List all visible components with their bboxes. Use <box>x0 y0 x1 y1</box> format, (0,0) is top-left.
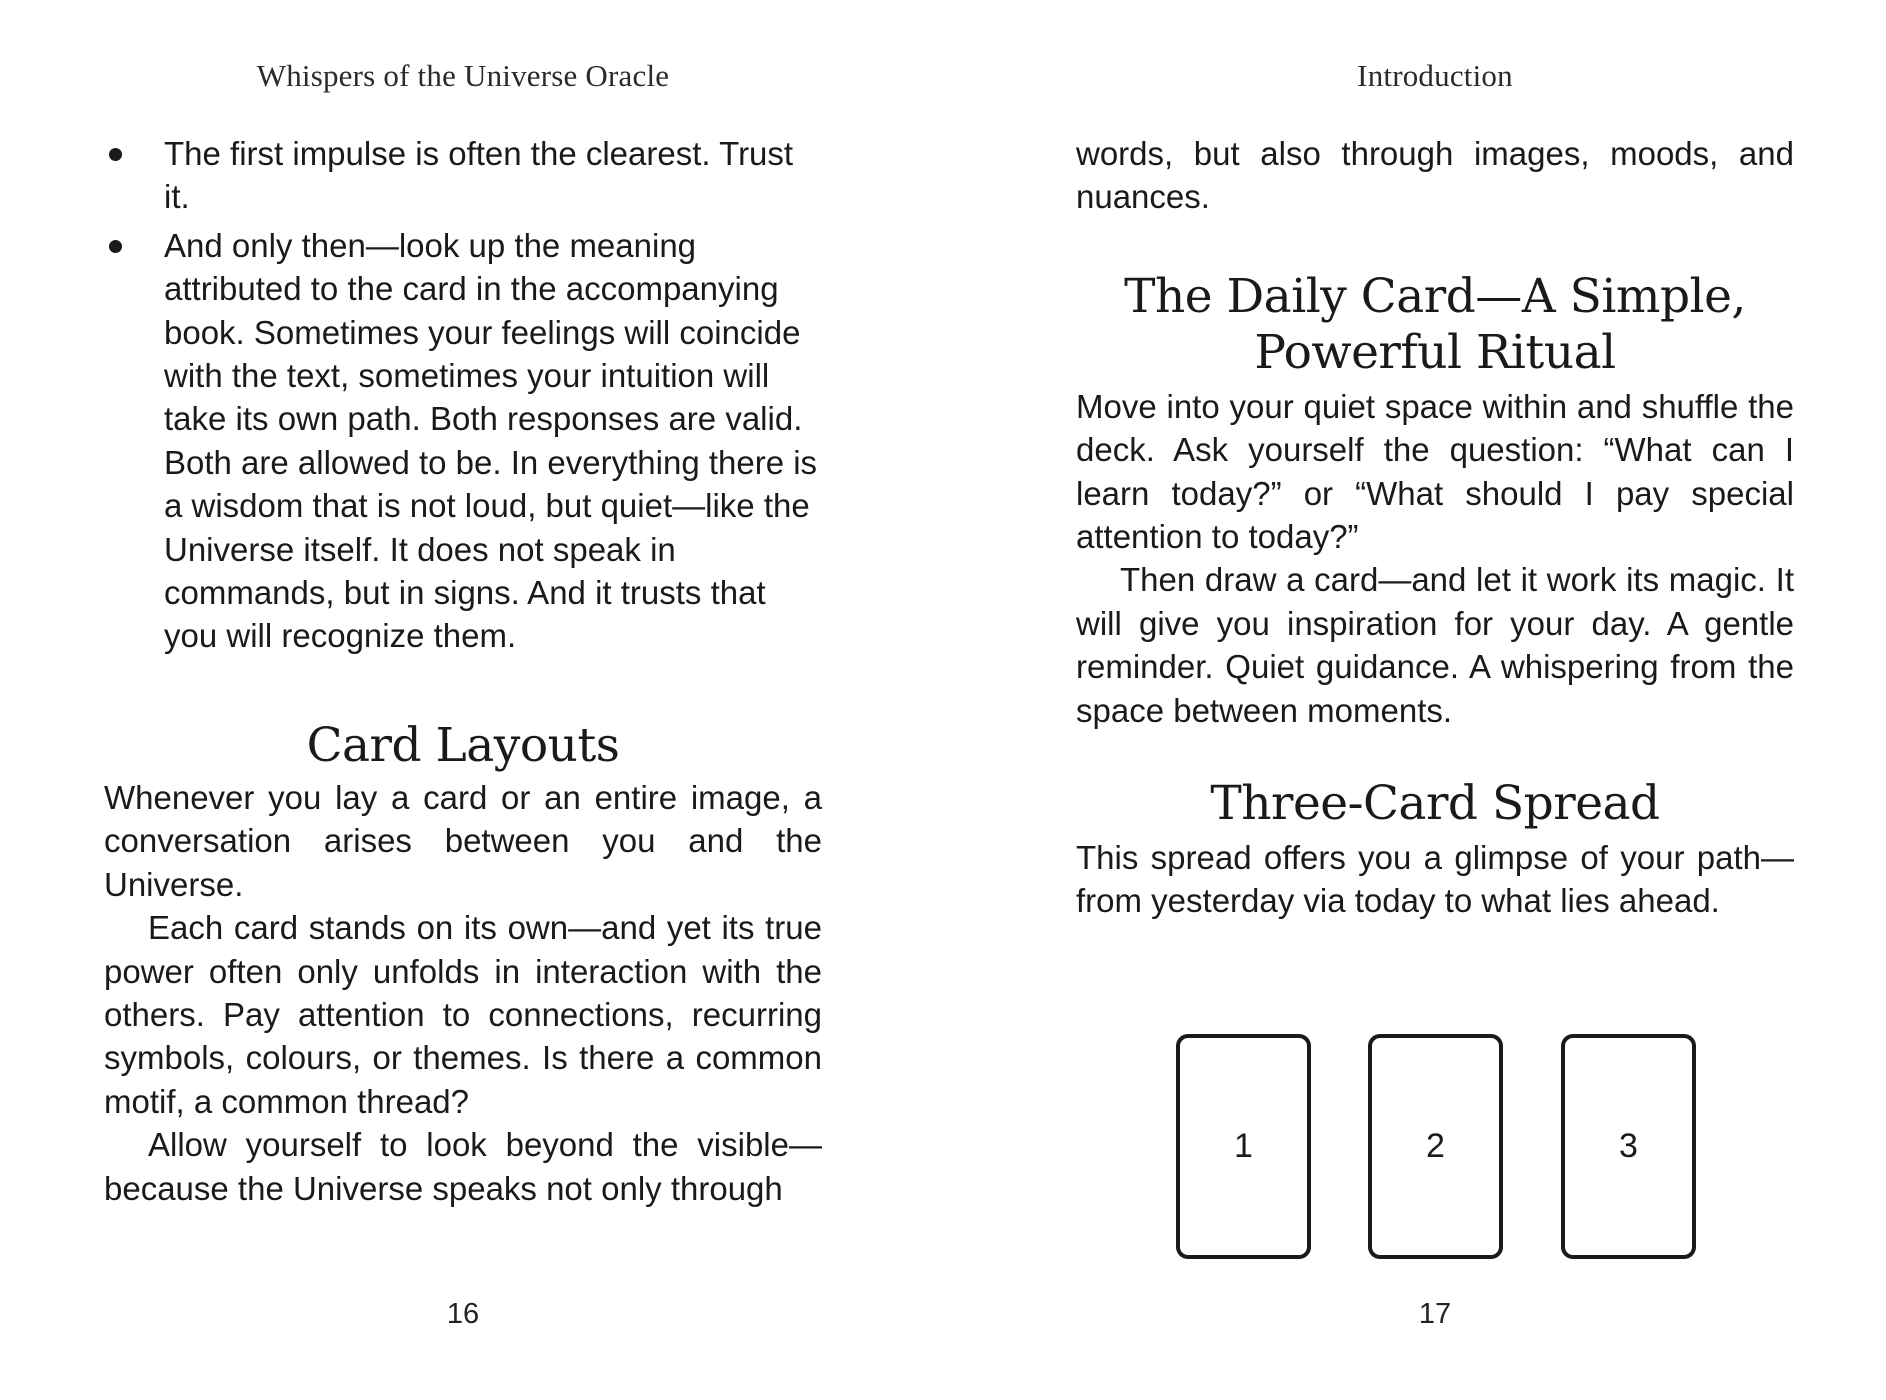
left-text-column <box>104 132 822 1210</box>
paragraph: This spread offers you a glimpse of your path—from yesterday via today to what lies ahead. <box>1076 839 1794 920</box>
bullet-text: The first impulse is often the clearest. Trust it. <box>164 135 794 216</box>
card-position-2: 2 <box>1368 1034 1503 1259</box>
bullet-dot-icon <box>109 148 122 161</box>
heading-line: Powerful Ritual <box>1254 324 1616 380</box>
right-text-column <box>1076 132 1794 923</box>
section-heading-daily-card <box>1076 269 1794 381</box>
section-heading-card-layouts: Card Layouts <box>306 717 620 773</box>
paragraph-continuation: words, but also through images, moods, and nuances. <box>1076 135 1794 216</box>
bullet-dot-icon <box>109 240 122 253</box>
paragraph: Whenever you lay a card or an entire image, a conversation arises between you and the Universe. <box>104 778 822 903</box>
card-position-1: 1 <box>1176 1034 1311 1259</box>
paragraph: Each card stands on its own—and yet its true power often only unfolds in interaction with the others. Pay attention to connections, recurring symbols, colours, or themes. Is there a common motif, a common thread? <box>104 909 822 1120</box>
paragraph: Then draw a card—and let it work its magic. It will give you inspiration for your day. A gentle reminder. Quiet guidance. A whispering from the space between moments. <box>1076 561 1794 729</box>
list-item <box>104 224 822 658</box>
section-heading-three-card-spread: Three-Card Spread <box>1210 776 1660 832</box>
card-position-3: 3 <box>1561 1034 1696 1259</box>
page-number: 16 <box>446 1298 480 1330</box>
heading-line: The Daily Card—A Simple, <box>1124 268 1746 324</box>
paragraph: Move into your quiet space within and shuffle the deck. Ask yourself the question: “What can I learn today?” or “What should I pay special attention to today?” <box>1076 387 1794 556</box>
paragraph: Allow yourself to look beyond the visible—because the Universe speaks not only through <box>104 1126 822 1207</box>
bullet-text: And only then—look up the meaning attributed to the card in the accompanying book. Sometimes your feelings will coincide with the text, sometimes your intuition will take its own path. Both responses are valid. Both are allowed to be. In everything there is a wisdom that is not loud, but quiet—like the Universe itself. It does not speak in commands, but in signs. And it trusts that you will recognize them. <box>164 226 818 655</box>
right-page <box>943 0 1886 1400</box>
three-card-spread-diagram <box>943 1034 1886 1259</box>
list-item <box>104 132 822 219</box>
page-number: 17 <box>1418 1298 1452 1330</box>
running-head-book-title: Whispers of the Universe Oracle <box>256 58 670 93</box>
running-head-chapter: Introduction <box>1357 58 1513 93</box>
bullet-list <box>104 132 822 658</box>
